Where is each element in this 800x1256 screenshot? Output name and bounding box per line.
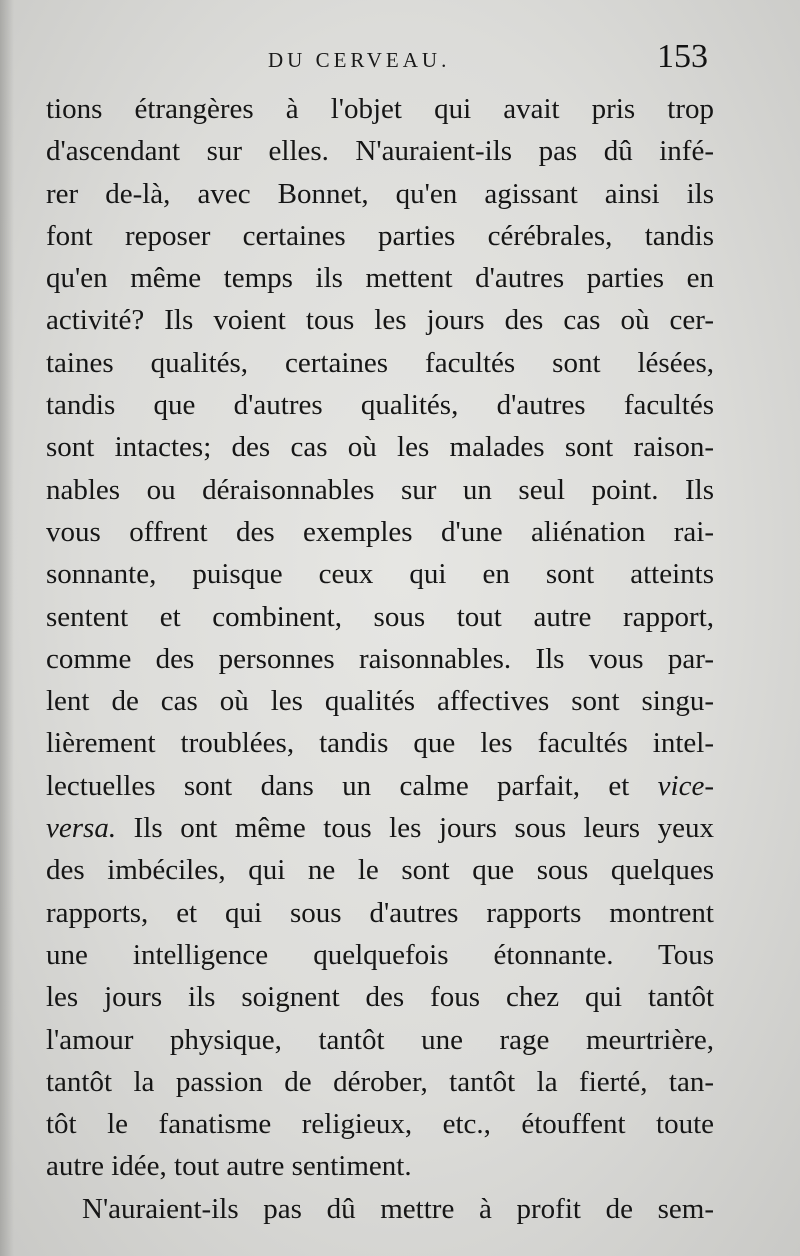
text-line: l'amour physique, tantôt une rage meurtrière, (46, 1023, 714, 1056)
text-line: tantôt la passion de dérober, tantôt la fierté, tan- (46, 1065, 714, 1098)
running-title: DU CERVEAU. (268, 48, 451, 72)
text-line: nables ou déraisonnables sur un seul point. Ils (46, 473, 714, 506)
line-text: lectuelles sont dans un calme parfait, et (46, 769, 658, 802)
text-line-with-italic (46, 807, 714, 849)
text-line: sont intactes; des cas où les malades sont raison- (46, 431, 714, 464)
text-line: tôt le fanatisme religieux, etc., étouffent toute (46, 1108, 714, 1141)
text-line-with-italic (46, 765, 714, 807)
body-text (46, 88, 714, 1230)
text-line: sonnante, puisque ceux qui en sont atteints (46, 558, 714, 591)
italic-word: versa. (46, 812, 117, 845)
text-line: qu'en même temps ils mettent d'autres parties en (46, 262, 714, 295)
text-line: lent de cas où les qualités affectives sont singu- (46, 685, 714, 718)
text-line: taines qualités, certaines facultés sont lésées, (46, 346, 714, 379)
text-line: une intelligence quelquefois étonnante. Tous (46, 938, 714, 971)
text-line: activité? Ils voient tous les jours des cas où cer- (46, 304, 714, 337)
line-text: Ils ont même tous les jours sous leurs yeux (116, 812, 714, 845)
page-number: 153 (657, 38, 708, 75)
text-line: rer de-là, avec Bonnet, qu'en agissant ainsi ils (46, 177, 714, 210)
text-line-paragraph-start: N'auraient-ils pas dû mettre à profit de sem- (82, 1192, 714, 1225)
page-gutter-shadow (0, 0, 14, 1256)
text-line: tions étrangères à l'objet qui avait pris trop (46, 93, 714, 125)
text-line: tandis que d'autres qualités, d'autres facultés (46, 389, 714, 422)
text-line: font reposer certaines parties cérébrales, tandis (46, 219, 714, 252)
italic-word: vice- (657, 769, 714, 802)
text-line: les jours ils soignent des fous chez qui tantôt (46, 981, 714, 1014)
text-line: vous offrent des exemples d'une aliénation rai- (46, 515, 714, 548)
text-line: comme des personnes raisonnables. Ils vous par- (46, 642, 714, 675)
text-line: des imbéciles, qui ne le sont que sous quelques (46, 854, 714, 887)
text-line: sentent et combinent, sous tout autre rapport, (46, 600, 714, 633)
text-line: d'ascendant sur elles. N'auraient-ils pas dû infé- (46, 135, 714, 168)
text-line: rapports, et qui sous d'autres rapports montrent (46, 896, 714, 929)
running-head (0, 38, 800, 76)
text-line: lièrement troublées, tandis que les facultés intel- (46, 727, 714, 760)
text-line-paragraph-end: autre idée, tout autre sentiment. (46, 1150, 412, 1183)
